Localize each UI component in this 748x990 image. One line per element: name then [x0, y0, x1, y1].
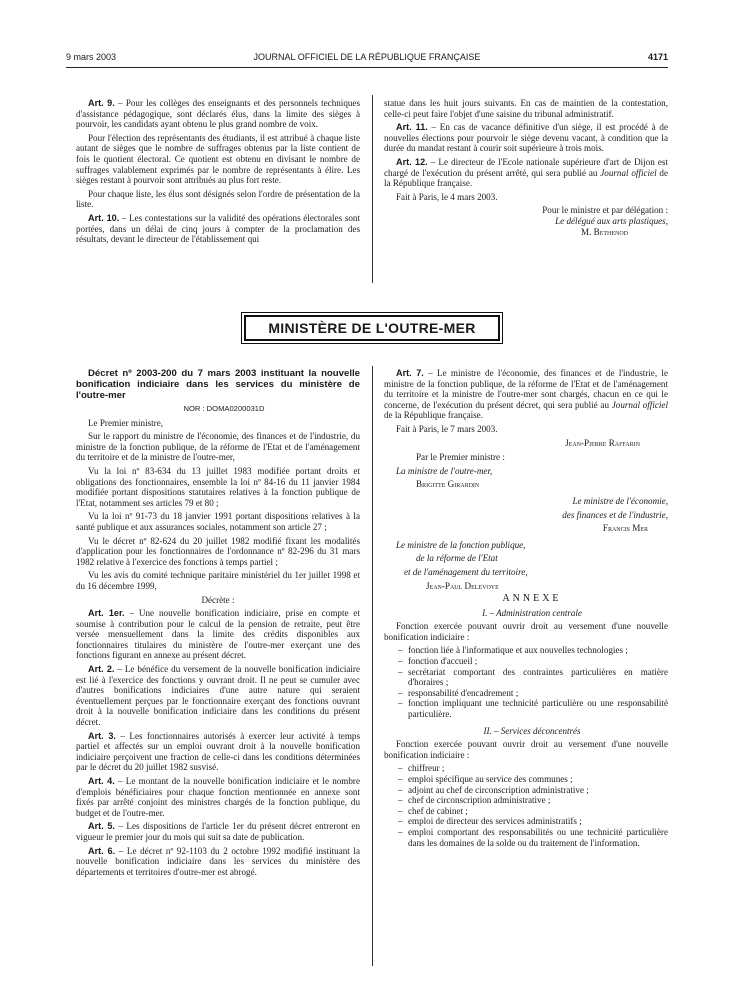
- art12-label: Art. 12.: [396, 156, 428, 167]
- art12-para: Art. 12. – Le directeur de l'Ecole nationale supérieure d'art de Dijon est chargé de l'exécution du présent arrêté, qui sera publié au Journal officiel de la République française.: [384, 156, 668, 189]
- done-at-2: Fait à Paris, le 7 mars 2003.: [396, 423, 498, 434]
- nor-reference: NOR : DOMA0200031D: [183, 404, 265, 413]
- art11-label: Art. 11.: [396, 122, 428, 133]
- fp-title-1: Le ministre de la fonction publique,: [396, 539, 526, 550]
- eco-name: Francis Mer: [602, 523, 648, 534]
- vu-loi-83-634: Vu la loi nº 83-634 du 13 juillet 1983 modifiée portant droits et obligations des fonctionnaires, ensemble la loi nº 84-16 du 11 janvier 1984 modifiée portant dispositions statutaires relatives à la fonction publique de l'Etat, notamment ses articles 79 et 80 ;: [76, 465, 360, 508]
- art4-para: Art. 4. – Le montant de la nouvelle bonification indiciaire et le nombre d'emplois bénéficiaires pour chaque fonction mentionnée en annexe sont fixés par arrêté conjoint des ministres chargés de la fonction publique, du budget et de l'outre-mer.: [76, 776, 360, 818]
- art11-para: Art. 11. – En cas de vacance définitive d'un siège, il est procédé à de nouvelles élections pour pourvoir le siège devenu vacant, à condition que la durée du mandat restant à courir soit supérieure à trois mois.: [384, 122, 668, 154]
- art6-para: Art. 6. – Le décret nº 92-1103 du 2 octobre 1992 modifié instituant la nouvelle bonification indiciaire dans les services du ministère des départements et territoires d'outre-mer est abrogé.: [76, 845, 360, 877]
- page-number: 4171: [647, 52, 668, 62]
- art7-para: Art. 7. – Le ministre de l'économie, des finances et de l'industrie, le ministre de la fonction publique, de la réforme de l'Etat et de l'aménagement du territoire et la ministre de l'outre-mer sont chargés, chacun en ce qui le concerne, de l'exécution du présent décret, qui sera publié au Journal officiel de la République française.: [384, 368, 668, 421]
- header-rule: [66, 67, 668, 68]
- art5-label: Art. 5.: [88, 821, 115, 832]
- list-item: – chef de cabinet ;: [408, 806, 668, 817]
- ministry-heading: MINISTÈRE DE L'OUTRE-MER: [244, 315, 500, 341]
- art9-para2: Pour l'élection des représentants des étudiants, il est attribué à chaque liste autant de sièges que le nombre de suffrages obtenus par la liste contient de fois le quotient électoral. Ce quotient est obtenu en divisant le nombre de suffrages valablement exprimés par le nombre de représentants à élire. Les sièges restant à pourvoir sont attribués au plus fort reste.: [76, 132, 360, 186]
- pm-name: Jean-Pierre Raffarin: [565, 437, 640, 448]
- journal-title: JOURNAL OFFICIEL DE LA RÉPUBLIQUE FRANÇAISE: [253, 52, 481, 62]
- page-header: [66, 52, 668, 66]
- art9-label: Art. 9.: [88, 98, 115, 108]
- column-divider-bottom: [372, 366, 373, 966]
- art2-label: Art. 2.: [88, 664, 115, 675]
- decrete: Décrète :: [201, 594, 235, 605]
- art10-para: Art. 10. – Les contestations sur la validité des opérations électorales sont portées, dans un délai de cinq jours à compter de la proclamation des résultats, devant le directeur de l'établissement qui: [76, 212, 360, 245]
- art1-para: Art. 1er. – Une nouvelle bonification indiciaire, prise en compte et soumise à contribution pour le calcul de la pension de retraite, peut être versée mensuellement dans la limite des crédits disponibles aux fonctionnaires titulaires du ministère de l'outre-mer exerçant une des fonctions figurant en annexe au présent décret.: [76, 608, 360, 661]
- vu-loi-91-73: Vu la loi nº 91-73 du 18 janvier 1991 portant dispositions relatives à la santé publique et aux assurances sociales, notamment son article 27 ;: [76, 511, 360, 532]
- art3-label: Art. 3.: [88, 730, 116, 741]
- column-divider-top: [372, 95, 373, 283]
- top-left-column: [76, 98, 360, 248]
- annex-section-1-intro: Fonction exercée pouvant ouvrir droit au versement d'une nouvelle bonification indiciaire :: [384, 621, 668, 642]
- decree-title: Décret nº 2003-200 du 7 mars 2003 instituant la nouvelle bonification indiciaire dans les services du ministère de l'outre-mer: [76, 368, 360, 401]
- list-item: – fonction impliquant une technicité particulière ou une responsabilité particulière.: [408, 698, 668, 719]
- list-item: – chiffreur ;: [408, 763, 668, 774]
- art2-para: Art. 2. – Le bénéfice du versement de la nouvelle bonification indiciaire est lié à l'exercice des fonctions y ouvrant droit. Il ne peut se cumuler avec d'autres bonifications indiciaires d'une autre nature qui seraient éventuellement perçues par le fonctionnaire exerçant des fonctions ouvrant droit à la nouvelle bonification indiciaire dans les conditions du présent décret.: [76, 664, 360, 728]
- art5-para: Art. 5. – Les dispositions de l'article 1er du présent décret entreront en vigueur le premier jour du mois qui suit sa date de publication.: [76, 821, 360, 842]
- list-item: – responsabilité d'encadrement ;: [408, 688, 668, 699]
- list-item: – emploi de directeur des services administratifs ;: [408, 816, 668, 827]
- list-item: – fonction liée à l'informatique et aux nouvelles technologies ;: [408, 645, 668, 656]
- art3-para: Art. 3. – Les fonctionnaires autorisés à exercer leur activité à temps partiel et affectés sur un emploi ouvrant droit à la nouvelle bonification indiciaire perçoivent une fraction de celle-ci dans les conditions déterminées par le décret du 20 juillet 1982 susvisé.: [76, 730, 360, 773]
- premier-ministre: Le Premier ministre,: [88, 417, 164, 428]
- annex-section-1-list: [384, 645, 668, 719]
- annex-title: ANNEXE: [502, 593, 562, 605]
- eco-title-1: Le ministre de l'économie,: [572, 495, 668, 506]
- art4-label: Art. 4.: [88, 776, 115, 786]
- list-item: – emploi spécifique au service des communes ;: [408, 774, 668, 785]
- list-item: – adjoint au chef de circonscription administrative ;: [408, 785, 668, 796]
- header-date: 9 mars 2003: [66, 52, 117, 62]
- list-item: – emploi comportant des responsabilités ou une technicité particulière dans les domaines de la solde ou du traitement de l'information.: [408, 827, 668, 848]
- fp-title-2: de la réforme de l'Etat: [416, 553, 498, 564]
- annex-section-1-title: I. – Administration centrale: [482, 607, 582, 618]
- om-title: La ministre de l'outre-mer,: [396, 465, 493, 476]
- annex-section-2-title: II. – Services déconcentrés: [483, 725, 581, 736]
- list-item: – secrétariat comportant des contraintes particulières en matière d'horaires ;: [408, 667, 668, 688]
- art7-label: Art. 7.: [396, 368, 424, 378]
- list-item: – chef de circonscription administrative ;: [408, 795, 668, 806]
- sur-rapport: Sur le rapport du ministre de l'économie, des finances et de l'industrie, du ministre de la fonction publique, de la réforme de l'Etat et de l'aménagement du territoire et de la ministre de l'outre-mer,: [76, 431, 360, 463]
- om-name: Brigitte Girardin: [416, 479, 480, 490]
- annex-section-2-list: [384, 763, 668, 848]
- vu-avis: Vu les avis du comité technique paritaire ministériel du 1er juillet 1998 et du 16 décembre 1999,: [76, 570, 360, 591]
- decree-right-column: [384, 368, 668, 851]
- art6-label: Art. 6.: [88, 845, 116, 856]
- art9-para1: Art. 9. – Pour les collèges des enseignants et des personnels techniques d'assistance pédagogique, sont déclarés élus, dans la limite des sièges à pourvoir, les candidats ayant obtenu le plus grand nombre de voix.: [76, 98, 360, 130]
- top-right-column: [384, 98, 668, 237]
- delegate-title: Le délégué aux arts plastiques,: [555, 215, 668, 226]
- delegation-line: Pour le ministre et par délégation :: [542, 205, 668, 216]
- annex-section-2-intro: Fonction exercée pouvant ouvrir droit au versement d'une nouvelle bonification indiciaire :: [384, 739, 668, 760]
- fp-name: Jean-Paul Delevoye: [426, 580, 499, 591]
- by-pm: Par le Premier ministre :: [416, 452, 505, 463]
- art9-para3: Pour chaque liste, les élus sont désignés selon l'ordre de présentation de la liste.: [76, 188, 360, 210]
- vu-decret-82-624: Vu le décret nº 82-624 du 20 juillet 1982 modifié fixant les modalités d'application pour les fonctionnaires de l'ordonnance nº 82-296 du 31 mars 1982 relative à l'exercice des fonctions à temps partiel ;: [76, 535, 360, 567]
- list-item: – fonction d'accueil ;: [408, 656, 668, 667]
- decree-left-column: [76, 368, 360, 880]
- delegate-name: M. Bethenod: [580, 226, 628, 237]
- art10-continued: statue dans les huit jours suivants. En cas de maintien de la contestation, celle-ci peut faire l'objet d'une saisine du tribunal administratif.: [384, 98, 668, 119]
- art1-label: Art. 1er.: [88, 608, 125, 619]
- art10-label: Art. 10.: [88, 212, 120, 223]
- fp-title-3: et de l'aménagement du territoire,: [404, 566, 528, 577]
- done-at-1: Fait à Paris, le 4 mars 2003.: [396, 191, 498, 202]
- eco-title-2: des finances et de l'industrie,: [562, 509, 668, 520]
